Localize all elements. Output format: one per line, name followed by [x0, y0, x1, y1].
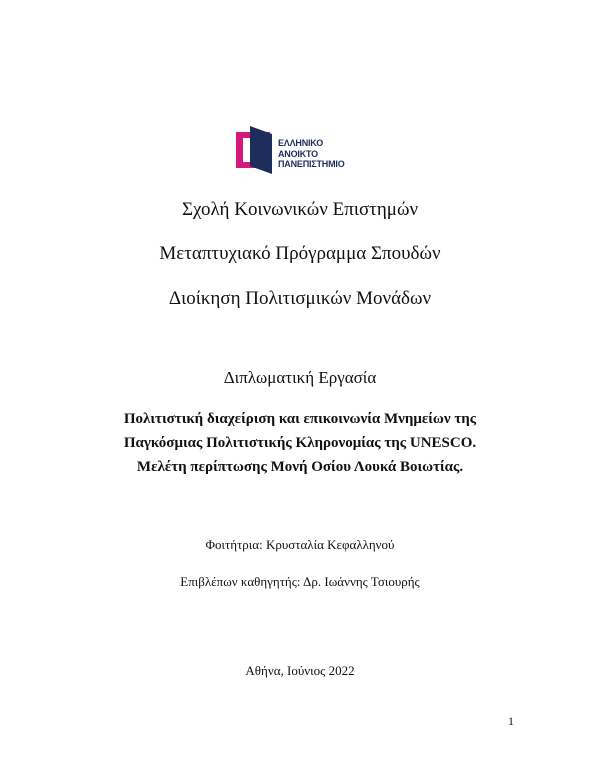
thesis-title-line: Μελέτη περίπτωσης Μονή Οσίου Λουκά Βοιωτίας.: [136, 459, 464, 475]
logo-text-line: ΠΑΝΕΠΙΣΤΗΜΙΟ: [278, 159, 345, 169]
logo-text: [278, 138, 345, 170]
program-name: Μεταπτυχιακό Πρόγραμμα Σπουδών: [159, 243, 441, 264]
place-date: Αθήνα, Ιούνιος 2022: [245, 663, 355, 678]
logo-text-line: ΑΝΟΙΚΤΟ: [278, 148, 318, 159]
logo-text-line: ΕΛΛΗΝΙΚΟ: [278, 138, 323, 148]
student-name: Φοιτήτρια: Κρυσταλία Κεφαλληνού: [205, 537, 395, 552]
thesis-type: Διπλωματική Εργασία: [223, 368, 377, 387]
thesis-title: [60, 407, 540, 479]
program-track: Διοίκηση Πολιτισμικών Μονάδων: [168, 288, 432, 309]
university-logo: [236, 126, 366, 176]
school-name: Σχολή Κοινωνικών Επιστημών: [181, 199, 419, 220]
page-number: 1: [508, 714, 514, 728]
university-logo-icon: [236, 126, 276, 174]
thesis-title-line: Παγκόσμιας Πολιτιστικής Κληρονομίας της UNESCO.: [123, 435, 477, 451]
supervisor-name: Επιβλέπων καθηγητής: Δρ. Ιωάννης Τσιουρής: [180, 574, 420, 589]
thesis-title-line: Πολιτιστική διαχείριση και επικοινωνία Μνημείων της: [123, 411, 477, 427]
